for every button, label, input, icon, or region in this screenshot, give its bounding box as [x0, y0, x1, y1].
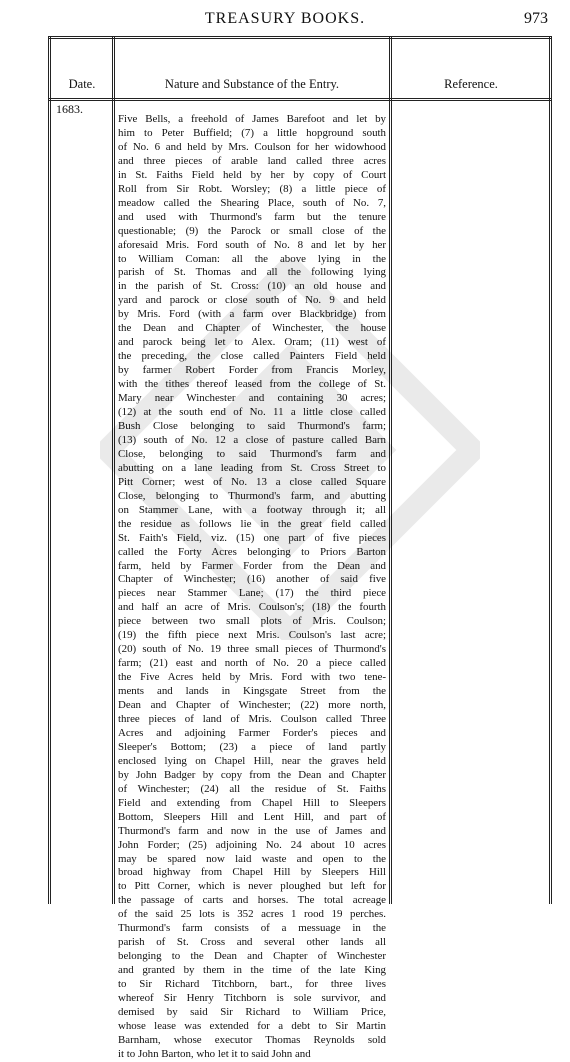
entry-line: piece between two small plots of Mris. Coulson; [118, 615, 386, 628]
entry-line: (12) at the south end of No. 11 a little close called [118, 406, 386, 419]
entry-line: (19) the fifth piece next Mris. Coulson's last acre; [118, 629, 386, 642]
entry-line: of Winchester; (24) all the residue of St. Faiths [118, 782, 386, 795]
entry-line: and used with Thurmond's farm but the tenure [118, 210, 386, 223]
page-header [0, 10, 570, 34]
entry-line: whose lease was extended for a debt to Sir Martin [118, 1019, 386, 1032]
entry-line: and granted by them in the time of the late King [118, 964, 386, 977]
entry-line: of the said 25 lots is 352 acres 1 rood 19 perches. [118, 908, 386, 921]
entry-line: by Mris. Ford (with a farm over Blackbridge) from [118, 308, 386, 321]
entry-line: Thurmond's farm consists of a messuage in the [118, 922, 386, 935]
entry-line: by farmer Robert Forder from Francis Morley, [118, 364, 386, 377]
entry-line: abutting on a lane leading from St. Cross Street to [118, 461, 386, 474]
entry-line: farm, held by Farmer Forder from the Dean and [118, 559, 386, 572]
entry-line: aforesaid Mris. Ford south of No. 8 and let by her [118, 238, 386, 251]
entry-text [118, 113, 386, 1062]
entry-line: John Forder; (25) adjoining No. 24 about 10 acres [118, 838, 386, 851]
entry-line: and three pieces of arable land called three acres [118, 154, 386, 167]
entry-line: may be spared now laid waste and open to the [118, 852, 386, 865]
entry-line: parish of St. Thomas and all the following lying [118, 266, 386, 279]
column-rule-nature [389, 36, 392, 904]
entry-line: Bush Close belonging to said Thurmond's farm; [118, 419, 386, 432]
entry-line: farm; (21) east and north of No. 20 a piece called [118, 657, 386, 670]
entry-line: in St. Faiths Field held by her by copy of Court [118, 168, 386, 181]
column-rule-left [48, 36, 51, 904]
entry-line: Chapter of Winchester; (16) another of said five [118, 573, 386, 586]
column-header-reference: Reference. [444, 77, 498, 91]
entry-line: of No. 6 and held by Mrs. Coulson for her widowhood [118, 140, 386, 153]
entry-line: pieces near Stammer Lane; (17) the third piece [118, 587, 386, 600]
entry-line: in the parish of St. Cross: (10) an old house and [118, 280, 386, 293]
entry-line: the Dean and Chapter of Winchester, the house [118, 322, 386, 335]
column-header-date: Date. [68, 77, 96, 91]
entry-line: parish of St. Cross and several other lands all [118, 936, 386, 949]
entry-line: whereof Sir Henry Titchborn is sole survivor, and [118, 992, 386, 1005]
entry-line: demised by said Sir Richard to William Price, [118, 1006, 386, 1018]
entry-line: it to John Barton, who let it to said John and [118, 1047, 311, 1060]
entry-line: and parock being let to Alex. Oram; (11) west of [118, 336, 386, 349]
entry-line: Sleeper's Bottom; (23) a piece of land partly [118, 740, 386, 753]
entry-line: to William Coman: all the above lying in the [118, 252, 386, 265]
entry-line: the preceding, the close called Painters Field held [118, 350, 386, 363]
entry-line: St. Faith's Field, viz. (15) one part of five pieces [118, 531, 386, 544]
entry-line: ments and lands in Kingsgate Street from the [118, 685, 386, 698]
entry-line: Field and extending from Chapel Hill to Sleepers [118, 796, 386, 809]
entry-line: Mary near Winchester and containing 30 acres; [118, 392, 386, 405]
entry-line: yard and parock or close south of No. 9 and held [118, 294, 386, 307]
entry-line: Dean and Chapter of Winchester; (22) more north, [118, 699, 386, 712]
entry-line: to Sir Richard Titchborn, bart., for three lives [118, 978, 386, 991]
entry-line: three pieces of land of Mris. Coulson called Three [118, 712, 386, 725]
entry-line: Thurmond's farm and now in the use of James and [118, 824, 386, 837]
entry-line: by John Badger by copy from the Dean and Chapter [118, 768, 386, 781]
column-header-nature: Nature and Substance of the Entry. [164, 77, 340, 91]
table-top-rule [48, 36, 552, 39]
column-rule-date [112, 36, 115, 904]
entry-line: the Five Acres held by Mris. Ford with two tene- [118, 671, 386, 684]
entry-line: Pitt Corner; west of No. 13 a close called Square [118, 475, 386, 488]
entry-line: the passage of carts and horses. The total acreage [118, 894, 386, 907]
entry-line: Close, belonging to said Thurmond's farm and [118, 447, 386, 460]
entry-line: Barnham, whose executor Thomas Reynolds sold [118, 1033, 386, 1046]
table-header-rule [48, 98, 552, 101]
entry-line: Acres and adjoining Farmer Forder's pieces and [118, 726, 386, 739]
entry-line: meadow called the Shearing Place, south of No. 7, [118, 196, 386, 209]
entry-line: Close, belonging to Thurmond's farm, and abutting [118, 489, 386, 502]
entry-line: (13) south of No. 12 a close of pasture called Barn [118, 433, 386, 446]
entry-line: with the tithes thereof leased from the college of St. [118, 378, 386, 391]
entry-line: enclosed lying on Chapel Hill, near the graves held [118, 754, 386, 767]
entry-table [48, 36, 552, 1060]
entry-year: 1683. [56, 102, 83, 116]
entry-line: the residue as follows lie in the great field called [118, 517, 386, 530]
entry-line: to Pitt Corner, which is never ploughed but left for [118, 880, 386, 893]
running-title: TREASURY BOOKS. [204, 10, 366, 27]
entry-line: Five Bells, a freehold of James Barefoot and let by [118, 113, 386, 125]
entry-line: belonging to the Dean and Chapter of Winchester [118, 950, 386, 963]
page-number: 973 [524, 10, 548, 27]
entry-line: (20) south of No. 19 three small pieces of Thurmond's [118, 643, 386, 656]
column-rule-right [549, 36, 552, 904]
entry-line: questionable; (9) the Parock or small close of the [118, 224, 386, 237]
entry-line: and half an acre of Mris. Coulson's; (18) the fourth [118, 601, 386, 614]
entry-line: broad highway from Chapel Hill by Sleepers Hill [118, 866, 386, 879]
entry-line: on Stammer Lane, with a footway through it; all [118, 503, 386, 516]
entry-line: called the Forty Acres belonging to Priors Barton [118, 545, 386, 558]
entry-line: him to Peter Buffield; (7) a little hopground south [118, 126, 386, 139]
entry-line: Roll from Sir Robt. Worsley; (8) a little piece of [118, 182, 386, 195]
entry-line: Bottom, Sleepers Hill and Lent Hill, and part of [118, 810, 386, 823]
